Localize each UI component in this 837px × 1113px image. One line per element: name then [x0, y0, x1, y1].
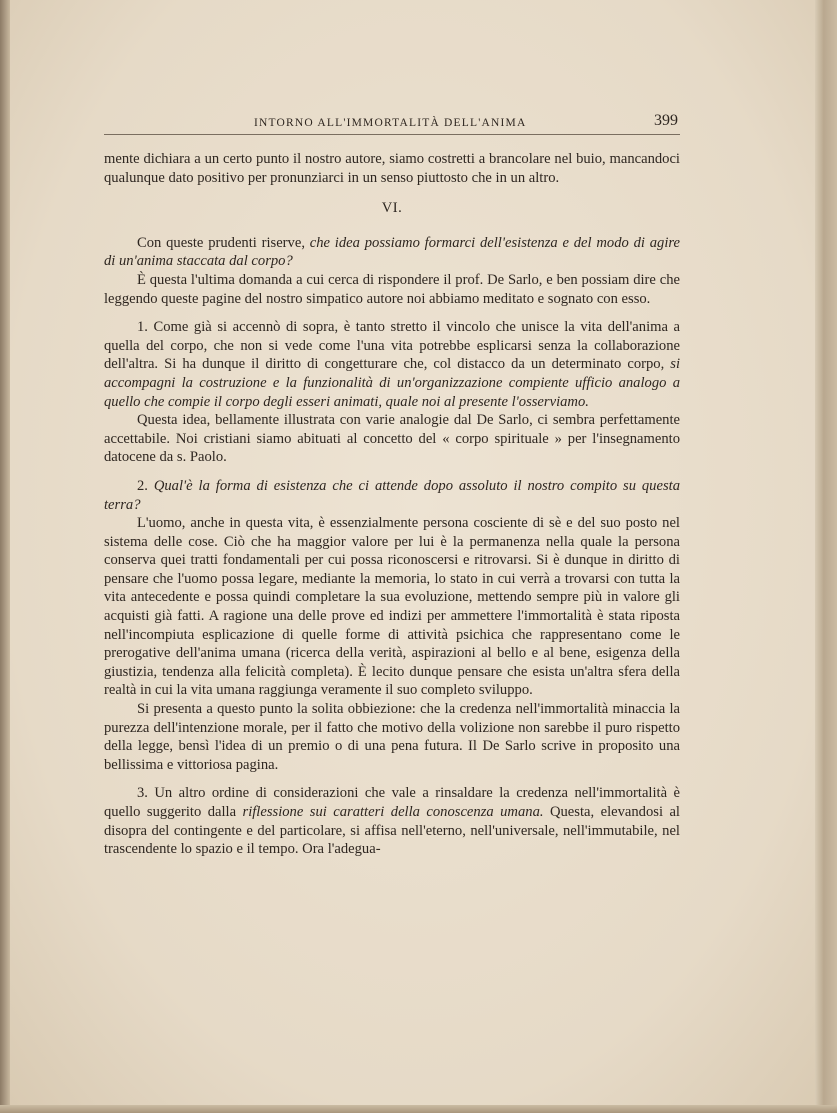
- paragraph: [104, 411, 680, 467]
- text-run: 1. Come già si accennò di sopra, è tanto stretto il vincolo che unisce la vita dell'anima a quella del corpo, che non si vede come l'una vita potrebbe esplicarsi senza la collaborazione dell'altra. Si ha dunque il diritto di congetturare che, col distacco da un determinato corpo,: [104, 319, 680, 373]
- text-run: mente dichiara a un certo punto il nostro autore, siamo costretti a brancolare nel buio, mancandoci qualunque dato positivo per pronunziarci in un senso piuttosto che in un altro.: [104, 151, 680, 186]
- paragraph: [104, 150, 680, 187]
- italic-text: che idea possiamo formarci dell'esistenza e del modo di agire di un'anima staccata dal corpo?: [104, 234, 680, 270]
- paragraph: [104, 477, 680, 514]
- text-run: 3. Un altro ordine di considerazioni che vale a rinsaldare la credenza nell'immortalità è quello suggerito dalla: [104, 785, 680, 820]
- running-title: INTORNO ALL'IMMORTALITÀ DELL'ANIMA: [254, 117, 527, 129]
- binding-edge: [0, 0, 10, 1113]
- italic-text: riflessione sui caratteri della conoscenza umana.: [242, 804, 544, 820]
- page-edge: [815, 0, 837, 1113]
- text-run: È questa l'ultima domanda a cui cerca di rispondere il prof. De Sarlo, e ben possiam dire che leggendo queste pagine del nostro simpatico autore noi abbiamo meditato e sognato con esso.: [104, 271, 680, 307]
- text-run: Con queste prudenti riserve,: [137, 234, 310, 251]
- text-run: 2.: [137, 477, 154, 494]
- running-header: [104, 112, 680, 135]
- text-run: Questa idea, bellamente illustrata con varie analogie dal De Sarlo, ci sembra perfettamente accettabile. Noi cristiani siamo abituati al concetto del « corpo spirituale » per l'insegnamento datocene da s. Paolo.: [104, 412, 680, 466]
- text-run: Si presenta a questo punto la solita obbiezione: che la credenza nell'immortalità minaccia la purezza dell'intenzione morale, per il fatto che motivo della volizione non sarebbe il puro rispetto della legge, bensì l'idea di un premio o di una pena futura. Il De Sarlo scrive in proposito una bellissima e vittoriosa pagina.: [104, 701, 680, 773]
- bottom-edge: [0, 1105, 837, 1113]
- body-text: [104, 150, 680, 859]
- paragraph: [104, 318, 680, 411]
- paragraph: [104, 271, 680, 308]
- paragraph: [104, 784, 680, 858]
- italic-text: si accompagni la costruzione e la funzionalità di un'organizzazione compiente ufficio analogo a quello che compie il corpo degli esseri animati, quale noi al presente l'osserviamo.: [104, 356, 680, 410]
- paragraph: [104, 700, 680, 774]
- page-number: 399: [654, 112, 678, 129]
- paragraph: [104, 514, 680, 700]
- paragraph: [104, 234, 680, 271]
- italic-text: Qual'è la forma di esistenza che ci attende dopo assoluto il nostro compito su questa terra?: [104, 477, 680, 513]
- text-run: Questa, elevandosi al disopra del contingente e del particolare, si affisa nell'eterno, nell'universale, nell'immutabile, nel trascendente lo spazio e il tempo. Ora l'adegua-: [104, 804, 680, 858]
- text-run: L'uomo, anche in questa vita, è essenzialmente persona cosciente di sè e del suo posto nel sistema delle cose. Ciò che ha maggior valore per lui è la permanenza nella quale la persona conserva quei tratti fondamentali per cui possa riconoscersi e ritrovarsi. Si è dunque in diritto di pensare che l'uomo possa legare, mediante la memoria, lo stato in cui verrà a trovarsi con tutta la vita antecedente e possa quindi completare la sua evoluzione, mettendo sempre più in valore gli acquisti già fatti. A ragione una delle prove ed indizi per ammettere l'immortalità è stata riposta nell'incompiuta esplicazione di quelle forme di attività psichica che rappresentano come le prerogative dell'anima umana (ricerca della verità, aspirazioni al bello e al bene, esigenza della giustizia, tendenza alla felicità completa). È lecito dunque pensare che esista un'altra sfera della realtà in cui la vita umana raggiunga veramente il suo completo sviluppo.: [104, 515, 680, 699]
- section-heading: VI.: [381, 200, 403, 217]
